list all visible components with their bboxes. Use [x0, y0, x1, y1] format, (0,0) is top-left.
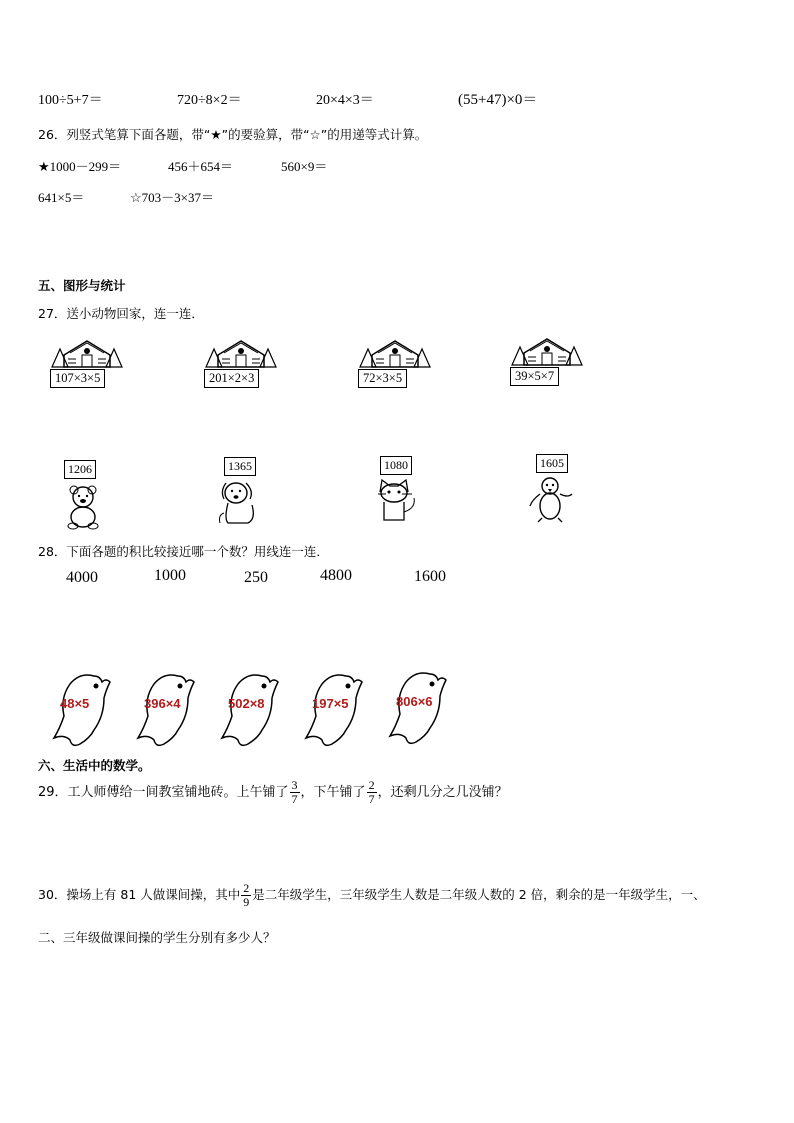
ghost-5 — [386, 666, 456, 746]
house-1 — [50, 337, 124, 397]
q29-text-post: ，还剩几分之几没铺？ — [377, 785, 508, 800]
ghost-5-expression: 806×6 — [396, 694, 433, 709]
house-4 — [510, 335, 584, 395]
house-icon — [510, 335, 584, 369]
ghost-2-expression: 396×4 — [144, 696, 181, 711]
animal-4-label: 1605 — [536, 454, 568, 473]
question-26-prompt: 26．列竖式笔算下面各题，带“★”的要验算，带“☆”的用递等式计算。 — [38, 127, 428, 142]
equation-2: 720÷8×2＝ — [177, 93, 242, 108]
q30-text-post: 是二年级学生，三年级学生人数是二年级人数的 2 倍，剩余的是一年级学生，一、 — [252, 887, 706, 902]
equation-1: 100÷5+7＝ — [38, 93, 103, 108]
question-30 — [38, 882, 706, 909]
fraction-2-9: $\frac{2}{9}$ — [243, 881, 250, 909]
equation-4: (55+47)×0＝ — [458, 92, 538, 108]
ghost-3-expression: 502×8 — [228, 696, 265, 711]
animal-2-label: 1365 — [224, 457, 256, 476]
house-icon — [204, 337, 278, 371]
question-30-line-2: 二、三年级做课间操的学生分别有多少人？ — [38, 930, 276, 945]
ghost-3 — [218, 668, 288, 748]
house-4-label: 39×5×7 — [510, 367, 559, 386]
bear-icon — [60, 482, 110, 530]
section-5-heading: 五、图形与统计 — [38, 278, 126, 293]
ghost-1 — [50, 668, 120, 748]
q29-text-mid: ，下午铺了 — [300, 785, 366, 800]
target-number-3: 250 — [244, 569, 268, 586]
animal-penguin — [528, 454, 578, 524]
equation-3: 20×4×3＝ — [316, 93, 374, 108]
section-6-heading: 六、生活中的数学。 — [38, 758, 151, 773]
ghost-1-expression: 48×5 — [60, 696, 90, 711]
animal-cat — [372, 456, 422, 526]
target-number-1: 4000 — [66, 569, 98, 586]
q29-text-pre: 29．工人师傅给一间教室铺地砖。上午铺了 — [38, 785, 289, 800]
house-icon — [358, 337, 432, 371]
q26-item-5: ☆703－3×37＝ — [130, 190, 214, 205]
q26-item-3: 560×9＝ — [281, 159, 328, 174]
q30-text-pre: 30．操场上有 81 人做课间操，其中 — [38, 887, 241, 902]
fraction-2-7: $\frac{2}{7}$ — [368, 778, 375, 806]
dog-icon — [216, 479, 266, 527]
q26-item-2: 456＋654＝ — [168, 159, 234, 174]
house-3-label: 72×3×5 — [358, 369, 407, 388]
q26-item-1: ★1000－299＝ — [38, 159, 122, 174]
house-1-label: 107×3×5 — [50, 369, 105, 388]
animal-1-label: 1206 — [64, 460, 96, 479]
animal-dog — [216, 457, 266, 527]
house-3 — [358, 337, 432, 397]
target-number-2: 1000 — [154, 567, 186, 584]
q26-item-4: 641×5＝ — [38, 190, 85, 205]
question-29 — [38, 779, 508, 806]
house-2-label: 201×2×3 — [204, 369, 259, 388]
target-number-5: 1600 — [414, 568, 446, 585]
house-2 — [204, 337, 278, 397]
animal-3-label: 1080 — [380, 456, 412, 475]
ghost-4 — [302, 668, 372, 748]
penguin-icon — [528, 476, 578, 524]
question-28-prompt: 28．下面各题的积比较接近哪一个数？用线连一连． — [38, 544, 329, 559]
ghost-2 — [134, 668, 204, 748]
target-number-4: 4800 — [320, 567, 352, 584]
house-icon — [50, 337, 124, 371]
ghost-4-expression: 197×5 — [312, 696, 349, 711]
question-27-prompt: 27．送小动物回家，连一连． — [38, 306, 204, 321]
animal-bear — [56, 460, 106, 530]
fraction-3-7: $\frac{3}{7}$ — [291, 778, 298, 806]
cat-icon — [372, 478, 422, 526]
